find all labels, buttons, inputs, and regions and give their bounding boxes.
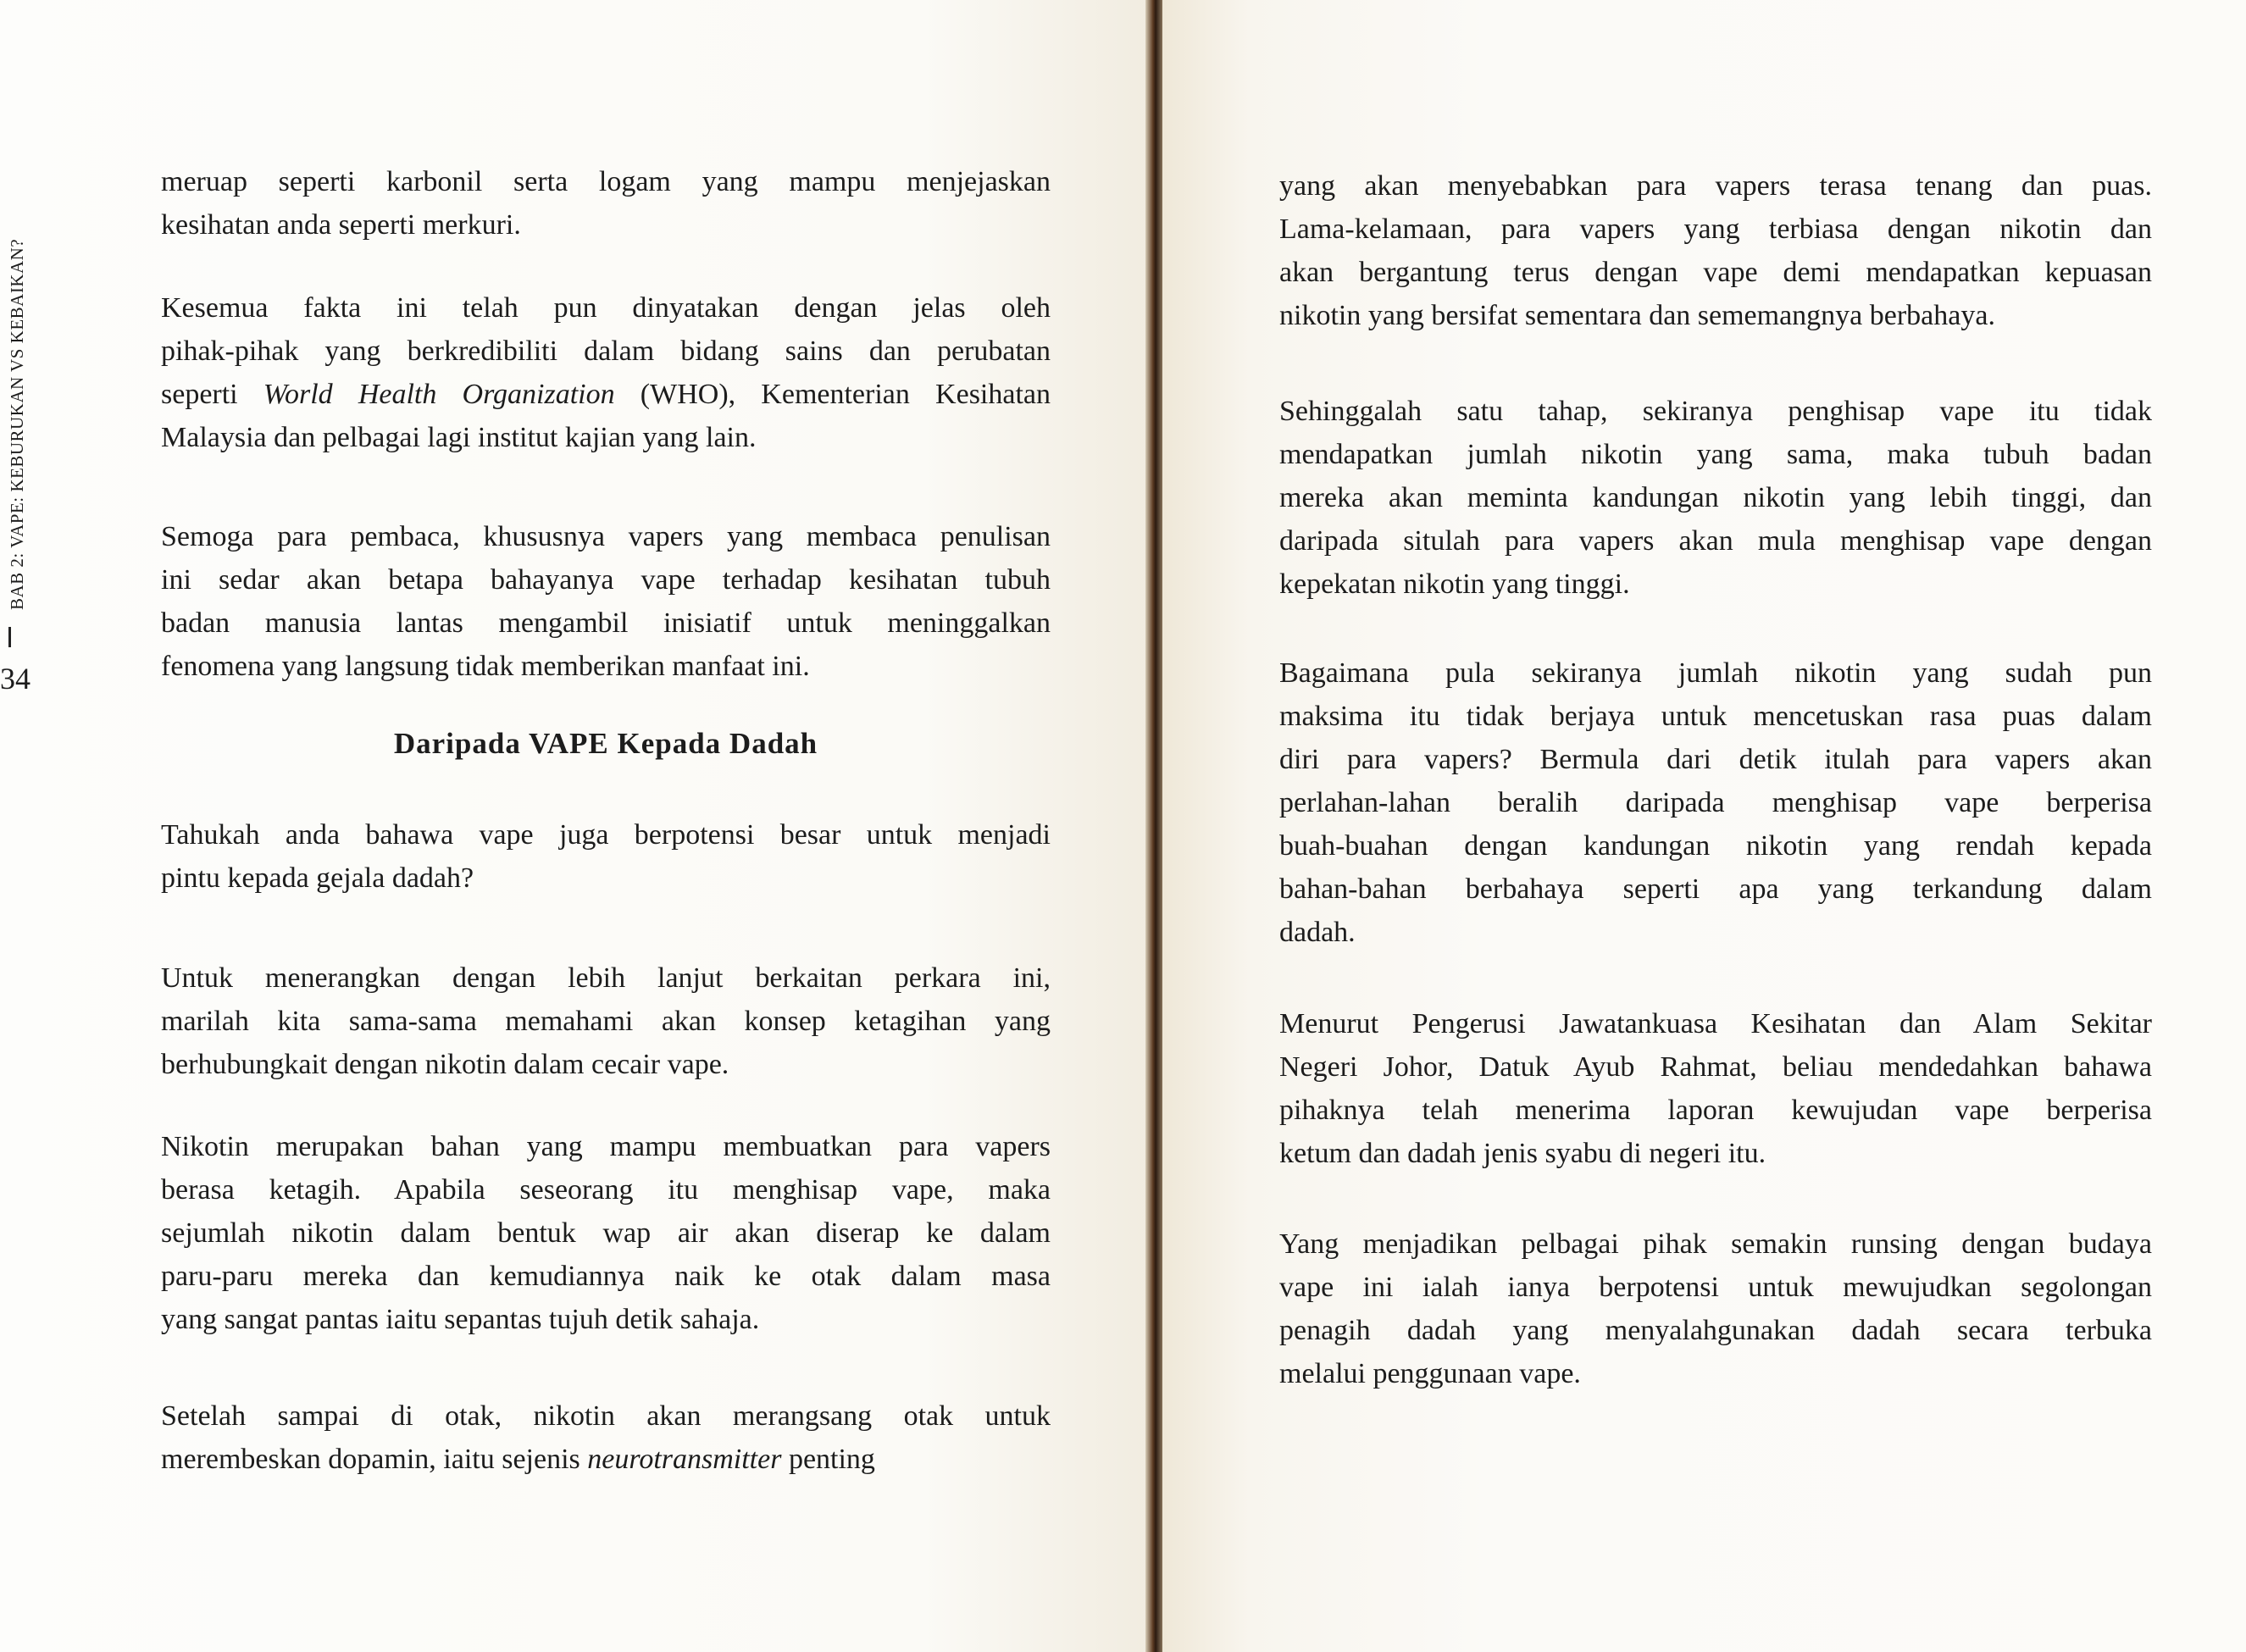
- text-line: daripada situlah para vapers akan mula menghisap vape dengan: [1279, 525, 2152, 557]
- text-line: fenomena yang langsung tidak memberikan manfaat ini.: [161, 651, 810, 682]
- book-spine: [1145, 0, 1164, 1652]
- text-line: Untuk menerangkan dengan lebih lanjut berkaitan perkara ini,: [161, 962, 1051, 994]
- text-line: Yang menjadikan pelbagai pihak semakin runsing dengan budaya: [1279, 1228, 2152, 1260]
- text-line: badan manusia lantas mengambil inisiatif untuk meninggalkan: [161, 607, 1051, 639]
- header-divider: [8, 627, 11, 647]
- text-line: paru-paru mereka dan kemudiannya naik ke otak dalam masa: [161, 1261, 1051, 1292]
- text-line: [161, 1438, 1051, 1481]
- text-line: Lama-kelamaan, para vapers yang terbiasa dengan nikotin dan: [1279, 213, 2152, 245]
- paragraph: [161, 956, 1051, 1086]
- paragraph: [161, 813, 1051, 900]
- page-number: 34: [0, 662, 31, 696]
- text-line: sejumlah nikotin dalam bentuk wap air akan diserap ke dalam: [161, 1217, 1051, 1249]
- paragraph: [1279, 390, 2152, 606]
- text-line: mendapatkan jumlah nikotin yang sama, maka tubuh badan: [1279, 439, 2152, 470]
- text-line: nikotin yang bersifat sementara dan sememangnya berbahaya.: [1279, 300, 1995, 331]
- text-segment: penting: [781, 1444, 875, 1475]
- paragraph: [1279, 164, 2152, 337]
- text-line: yang sangat pantas iaitu sepantas tujuh detik sahaja.: [161, 1304, 760, 1335]
- text-line: Kesemua fakta ini telah pun dinyatakan dengan jelas oleh: [161, 292, 1051, 324]
- paragraph: [1279, 1222, 2152, 1395]
- text-line: buah-buahan dengan kandungan nikotin yang rendah kepada: [1279, 830, 2152, 862]
- text-line: yang akan menyebabkan para vapers terasa tenang dan puas.: [1279, 170, 2152, 202]
- text-line: Tahukah anda bahawa vape juga berpotensi besar untuk menjadi: [161, 819, 1051, 851]
- paragraph: [161, 1394, 1051, 1481]
- text-line: diri para vapers? Bermula dari detik itulah para vapers akan: [1279, 744, 2152, 775]
- text-line: Malaysia dan pelbagai lagi institut kajian yang lain.: [161, 422, 757, 453]
- text-line: kepekatan nikotin yang tinggi.: [1279, 568, 1630, 600]
- text-line: Setelah sampai di otak, nikotin akan merangsang otak untuk: [161, 1400, 1051, 1432]
- text-line: kesihatan anda seperti merkuri.: [161, 209, 521, 241]
- paragraph: [1279, 1002, 2152, 1175]
- text-line: bahan-bahan berbahaya seperti apa yang terkandung dalam: [1279, 873, 2152, 905]
- paragraph: [161, 1125, 1051, 1341]
- text-line: berhubungkait dengan nikotin dalam cecair vape.: [161, 1049, 729, 1080]
- text-line: marilah kita sama-sama memahami akan konsep ketagihan yang: [161, 1006, 1051, 1037]
- text-line: Negeri Johor, Datuk Ayub Rahmat, beliau mendedahkan bahawa: [1279, 1051, 2152, 1083]
- text-segment: (WHO), Kementerian Kesihatan: [614, 379, 1051, 410]
- text-line: penagih dadah yang menyalahgunakan dadah secara terbuka: [1279, 1315, 2152, 1346]
- paragraph: [161, 286, 1051, 459]
- text-line: pihak-pihak yang berkredibiliti dalam bidang sains dan perubatan: [161, 335, 1051, 367]
- text-segment: merembeskan dopamin, iaitu sejenis: [161, 1444, 588, 1475]
- text-line: pihaknya telah menerima laporan kewujudan vape berperisa: [1279, 1095, 2152, 1126]
- text-segment: seperti: [161, 379, 263, 410]
- text-line: perlahan-lahan beralih daripada menghisap vape berperisa: [1279, 787, 2152, 818]
- paragraph: [1279, 651, 2152, 954]
- running-header: BAB 2: VAPE: KEBURUKAN VS KEBAIKAN?: [7, 238, 27, 610]
- italic-term: neurotransmitter: [587, 1444, 782, 1475]
- text-line: Semoga para pembaca, khususnya vapers yang membaca penulisan: [161, 521, 1051, 552]
- text-line: [161, 373, 1051, 416]
- text-line: Nikotin merupakan bahan yang mampu membuatkan para vapers: [161, 1131, 1051, 1162]
- text-line: akan bergantung terus dengan vape demi mendapatkan kepuasan: [1279, 257, 2152, 288]
- text-line: mereka akan meminta kandungan nikotin yang lebih tinggi, dan: [1279, 482, 2152, 513]
- text-line: pintu kepada gejala dadah?: [161, 862, 474, 894]
- text-line: Menurut Pengerusi Jawatankuasa Kesihatan dan Alam Sekitar: [1279, 1008, 2152, 1039]
- text-line: meruap seperti karbonil serta logam yang mampu menjejaskan: [161, 166, 1051, 197]
- italic-term: World Health Organization: [263, 379, 615, 410]
- paragraph: [161, 515, 1051, 688]
- text-line: Bagaimana pula sekiranya jumlah nikotin yang sudah pun: [1279, 657, 2152, 689]
- paragraph: [161, 160, 1051, 247]
- text-line: berasa ketagih. Apabila seseorang itu menghisap vape, maka: [161, 1174, 1051, 1206]
- text-line: dadah.: [1279, 917, 1356, 948]
- section-heading: Daripada VAPE Kepada Dadah: [393, 727, 818, 760]
- text-line: ketum dan dadah jenis syabu di negeri itu.: [1279, 1138, 1766, 1169]
- text-line: Sehinggalah satu tahap, sekiranya penghisap vape itu tidak: [1279, 396, 2152, 427]
- text-line: vape ini ialah ianya berpotensi untuk mewujudkan segolongan: [1279, 1272, 2152, 1303]
- text-line: ini sedar akan betapa bahayanya vape terhadap kesihatan tubuh: [161, 564, 1051, 596]
- text-line: melalui penggunaan vape.: [1279, 1358, 1581, 1389]
- text-line: maksima itu tidak berjaya untuk mencetuskan rasa puas dalam: [1279, 701, 2152, 732]
